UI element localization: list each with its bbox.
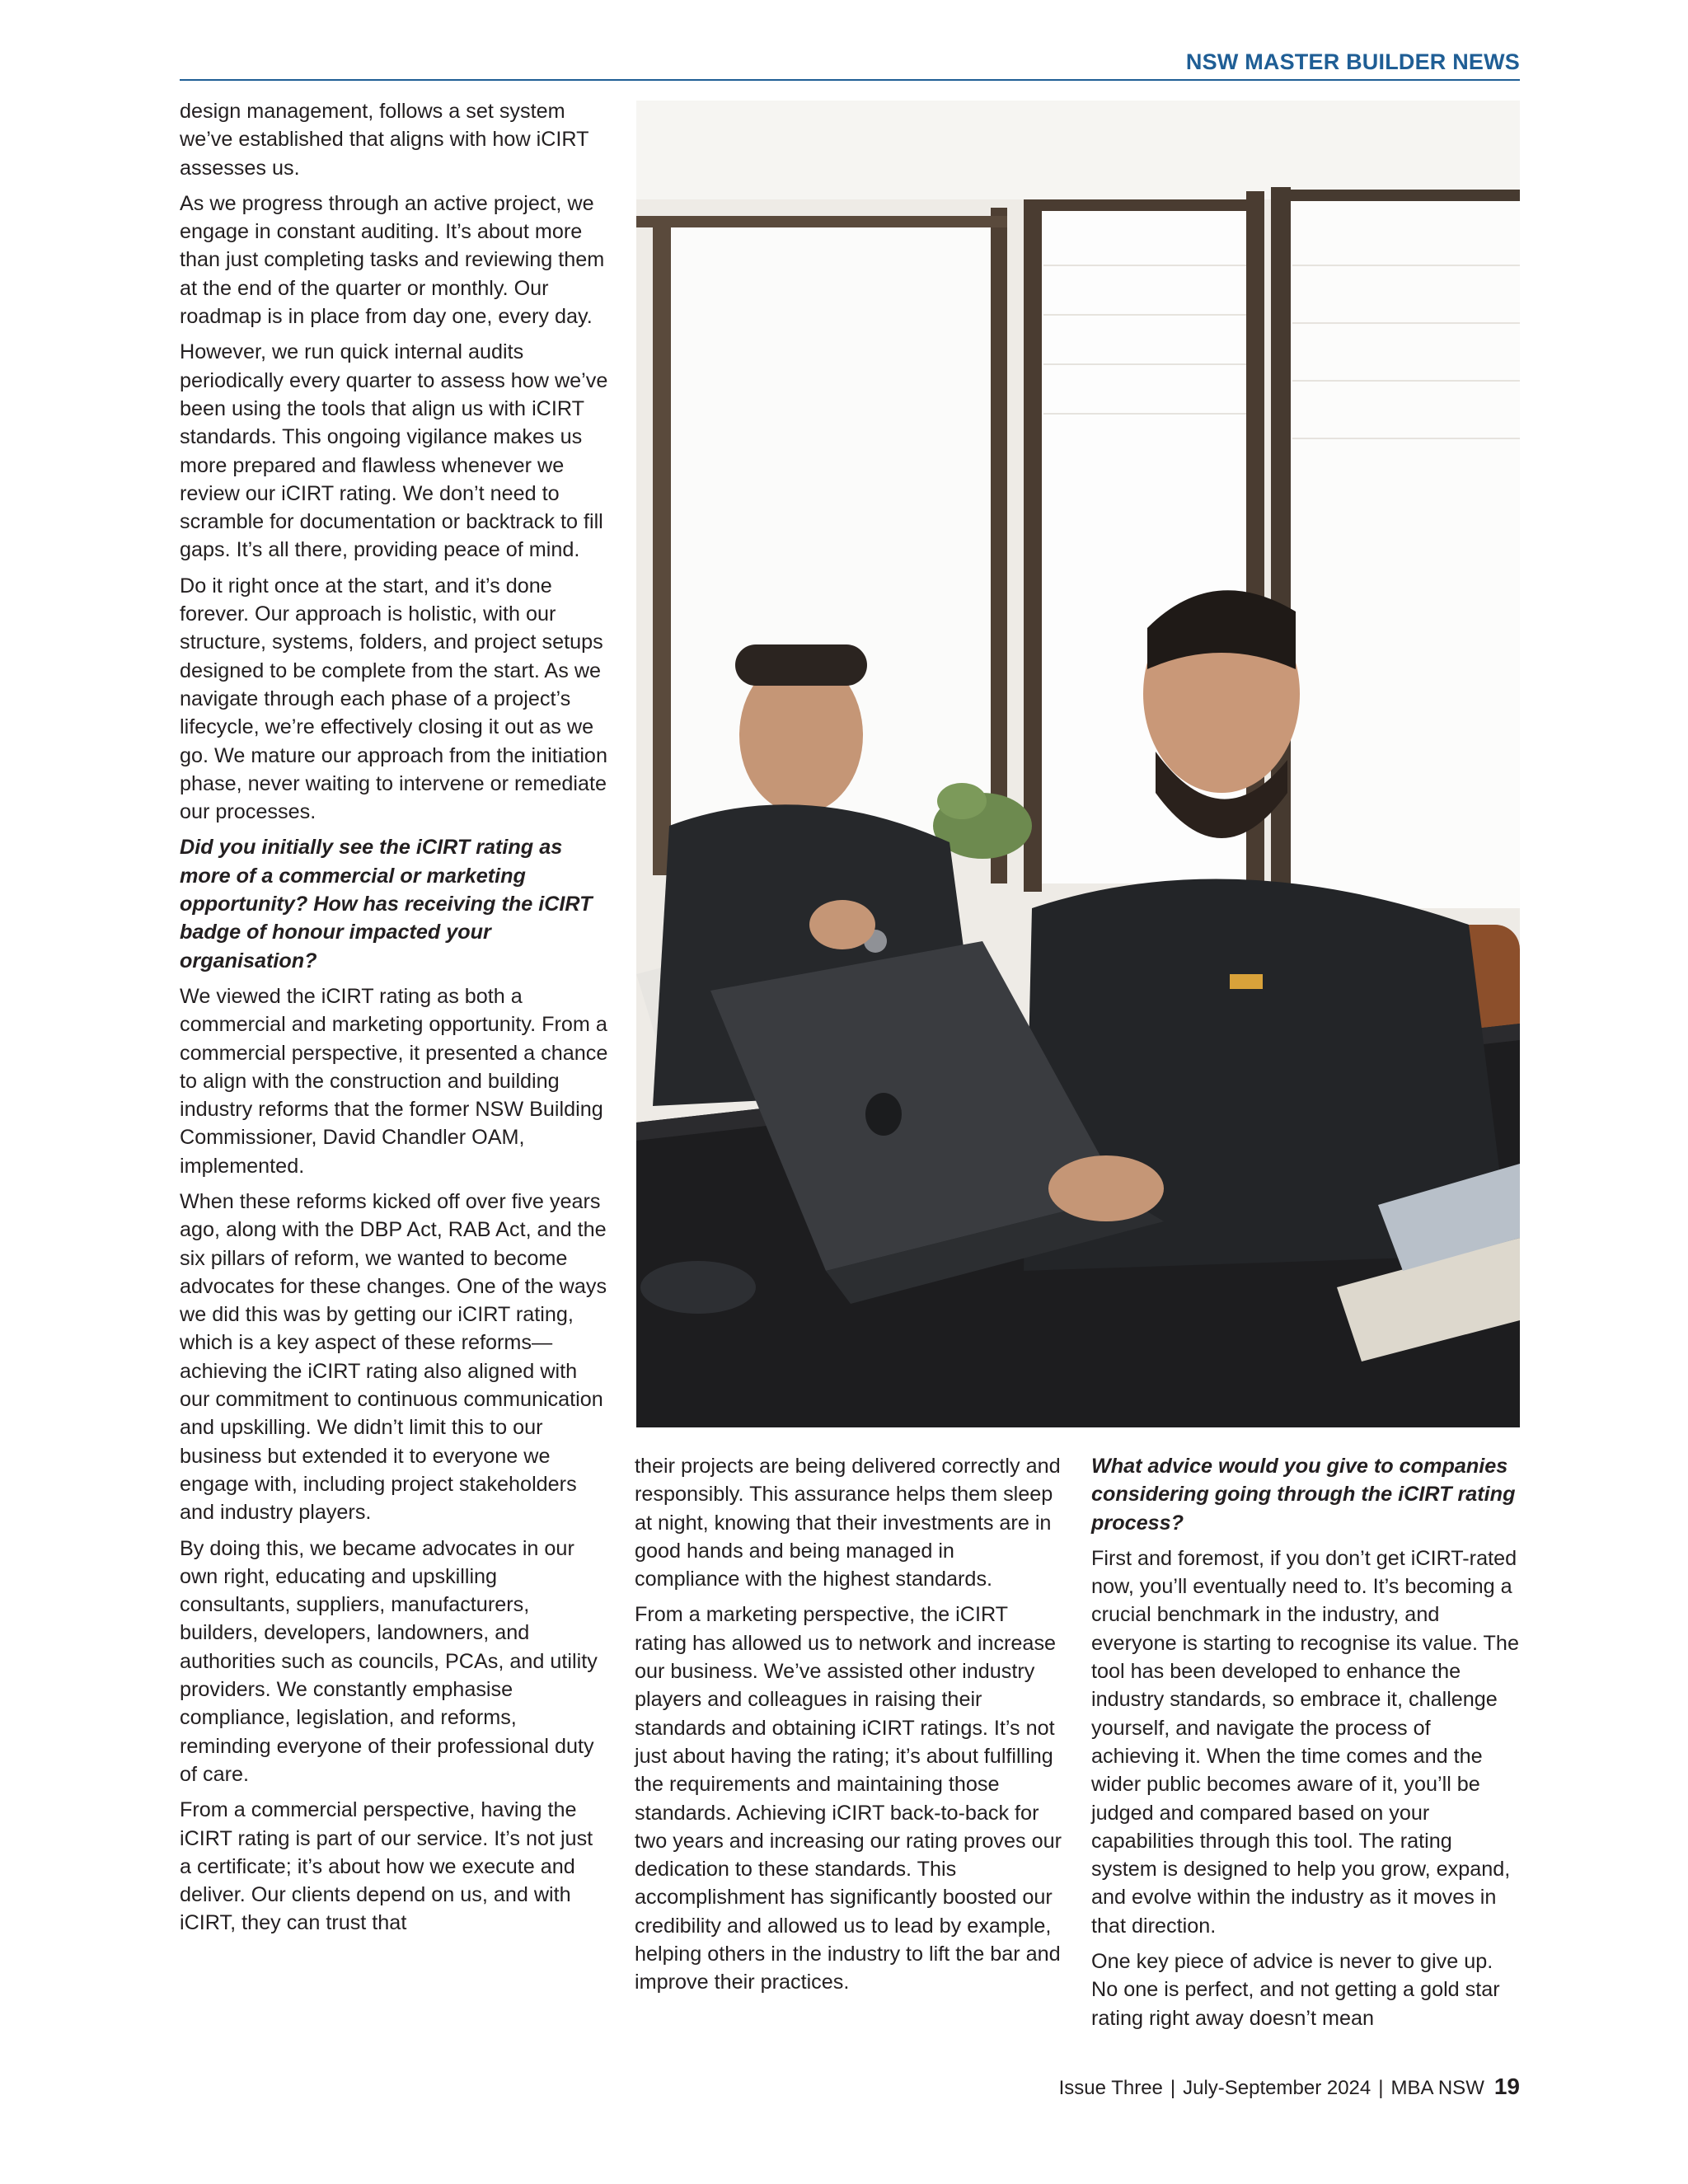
paragraph: As we progress through an active project, we engage in constant auditing. It’s about more than just completing tasks and reviewing them at the end of the quarter or monthly. Our roadmap is in place from day one, every day. <box>180 191 605 329</box>
article-photo <box>636 101 1520 1427</box>
paragraph: design management, follows a set system we’ve established that aligns with how iCIRT assesses us. <box>180 100 589 180</box>
paragraph: By doing this, we became advocates in our own right, educating and upskilling consultants, suppliers, manufacturers, builders, developers, landowners, and authorities such as councils, PCAs, and utility providers. We constantly emphasise compliance, legislation, and reforms, reminding everyone of their professional duty of care. <box>180 1536 598 1786</box>
publication-title: NSW MASTER BUILDER NEWS <box>1185 49 1520 74</box>
paragraph: We viewed the iCIRT rating as both a commercial and marketing opportunity. From a commercial perspective, it presented a chance to align with the construction and building industry reforms that the former NSW Building Commissioner, David Chandler OAM, implemented. <box>180 984 608 1178</box>
footer-separator: | <box>1378 2077 1384 2099</box>
paragraph: their projects are being delivered correctly and responsibly. This assurance helps them sleep at night, knowing that their investments are in good hands and being managed in compliance with the highest standards. <box>635 1455 1061 1591</box>
header-divider <box>180 79 1520 81</box>
footer-date: July-September 2024 <box>1183 2077 1372 2099</box>
paragraph: Do it right once at the start, and it’s done forever. Our approach is holistic, with our structure, systems, folders, and project setups designed to be complete from the start. As we navigate through each phase of a project’s lifecycle, we’re effectively closing it out as we go. We mature our approach from the initiation phase, never waiting to intervene or remediate our processes. <box>180 574 607 824</box>
paragraph: One key piece of advice is never to give up. No one is perfect, and not getting a gold star rating right away doesn’t mean <box>1091 1950 1500 2030</box>
interview-question: What advice would you give to companies considering going through the iCIRT rating process? <box>1091 1455 1516 1535</box>
page-footer <box>1059 2074 1520 2100</box>
interview-question: Did you initially see the iCIRT rating as more of a commercial or marketing opportunity? How has receiving the iCIRT badge of honour impacted your organisation? <box>180 836 593 972</box>
article-column-1 <box>180 97 608 1945</box>
paragraph: However, we run quick internal audits periodically every quarter to assess how we’ve been using the tools that align us with iCIRT standards. This ongoing vigilance makes us more prepared and flawless whenever we review our iCIRT rating. We don’t need to scramble for documentation or backtrack to fill gaps. It’s all there, providing peace of mind. <box>180 340 608 562</box>
article-column-2 <box>635 1452 1063 2004</box>
paragraph: When these reforms kicked off over five years ago, along with the DBP Act, RAB Act, and the six pillars of reform, we wanted to become advocates for these changes. One of the ways we did this was by getting our iCIRT rating, which is a key aspect of these reforms—achieving the iCIRT rating also aligned with our commitment to continuous communication and upskilling. We didn’t limit this to our business but extended it to everyone we engage with, including project stakeholders and industry players. <box>180 1189 607 1525</box>
footer-separator: | <box>1170 2077 1176 2099</box>
paragraph: First and foremost, if you don’t get iCIRT-rated now, you’ll eventually need to. It’s becoming a crucial benchmark in the industry, and everyone is starting to recognise its value. The tool has been developed to enhance the industry standards, so embrace it, challenge yourself, and navigate the process of achieving it. When the time comes and the wider public becomes aware of it, you’ll be judged and compared based on your capabilities through this tool. The rating system is designed to help you grow, expand, and evolve within the industry as it moves in that direction. <box>1091 1546 1519 1938</box>
article-column-3 <box>1091 1452 1523 2040</box>
footer-org: MBA NSW <box>1390 2077 1484 2099</box>
footer-issue: Issue Three <box>1058 2077 1163 2099</box>
paragraph: From a marketing perspective, the iCIRT rating has allowed us to network and increase our business. We’ve assisted other industry players and colleagues in raising their standards and obtaining iCIRT ratings. It’s not just about having the rating; it’s about fulfilling the requirements and maintaining those standards. Achieving iCIRT back-to-back for two years and increasing our rating proves our dedication to these standards. This accomplishment has significantly boosted our credibility and allowed us to lead by example, helping others in the industry to lift the bar and improve their practices. <box>635 1603 1062 1994</box>
office-photo-illustration <box>636 101 1520 1427</box>
paragraph: From a commercial perspective, having the iCIRT rating is part of our service. It’s not just a certificate; it’s about how we execute and deliver. Our clients depend on us, and with iCIRT, they can trust that <box>180 1798 593 1935</box>
page-number: 19 <box>1493 2074 1520 2099</box>
